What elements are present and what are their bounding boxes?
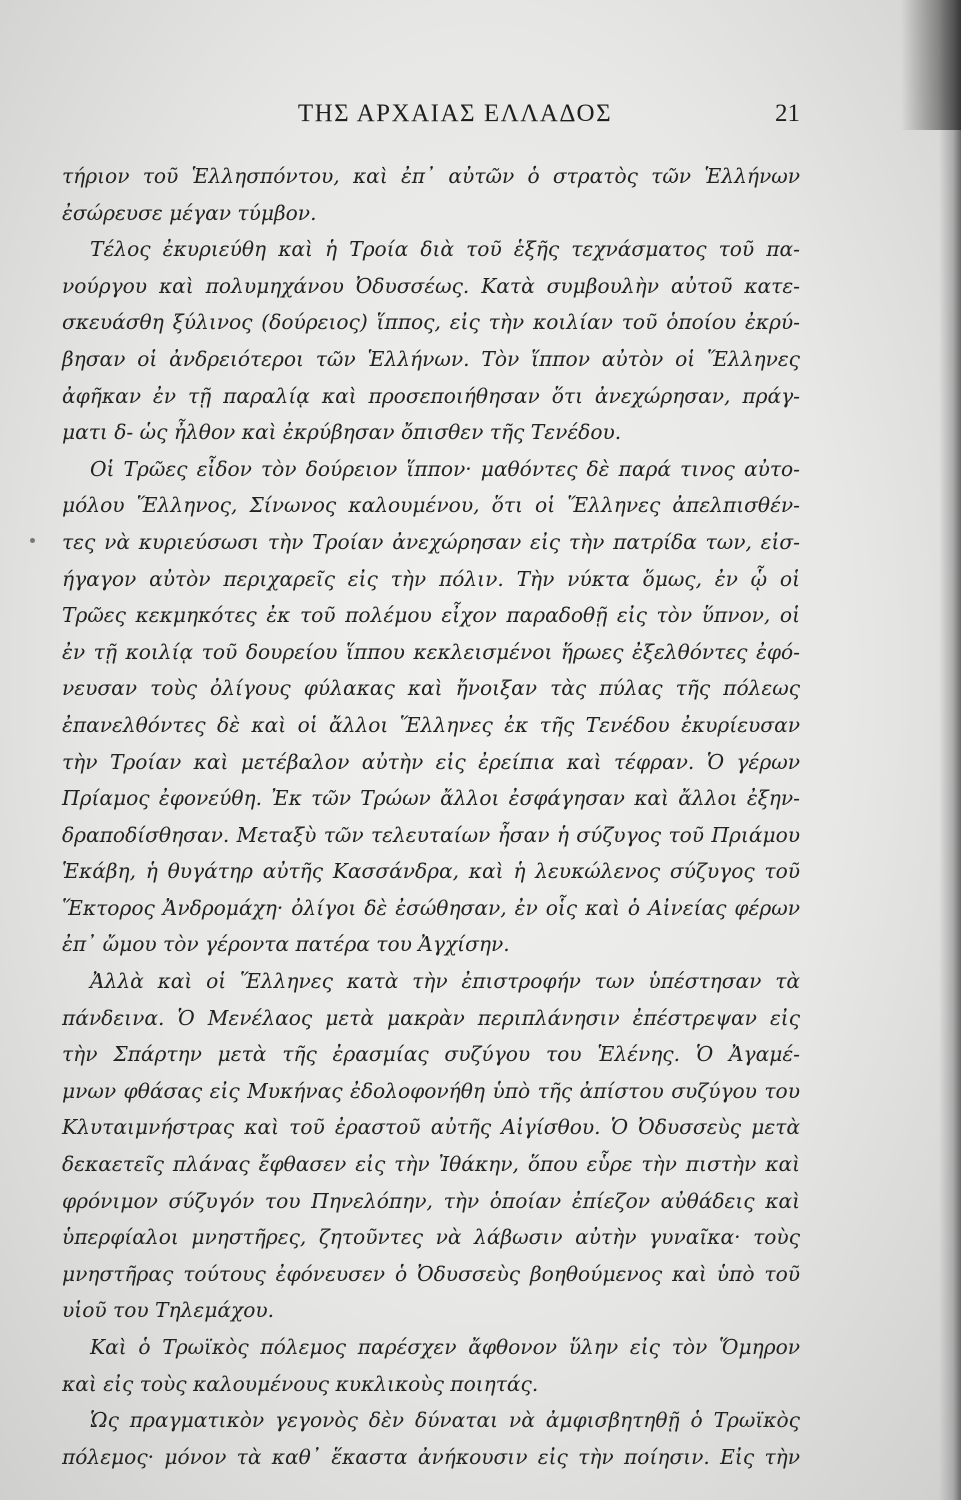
page-header [110,100,800,140]
text-line: τήριον τοῦ Ἑλλησπόντου, καὶ ἐπ᾽ αὐτῶν ὁ στρατὸς τῶν Ἑλλήνων [62,164,800,188]
text-line: Ἀλλὰ καὶ οἱ Ἕλληνες κατὰ τὴν ἐπιστροφήν των ὑπέστησαν τὰ [90,969,800,994]
paragraph [62,1402,800,1475]
text-line: νούργου καὶ πολυμηχάνου Ὀδυσσέως. Κατὰ συμβουλὴν αὐτοῦ κατε- [62,273,800,298]
text-line: ἀφῆκαν ἐν τῇ παραλίᾳ καὶ προσεποιήθησαν ὅτι ἀνεχώρησαν, πράγ- [62,383,800,408]
text-line: δραποδίσθησαν. Μεταξὺ τῶν τελευταίων ἦσαν ἡ σύζυγος τοῦ Πριάμου [62,822,800,847]
text-line: καὶ εἰς τοὺς καλουμένους κυκλικοὺς ποιητάς. [62,1371,539,1396]
text-line: δεκαετεῖς πλάνας ἔφθασεν εἰς τὴν Ἰθάκην, ὅπου εὗρε τὴν πιστὴν καὶ [62,1152,800,1177]
text-line: τὴν Σπάρτην μετὰ τῆς ἐρασμίας συζύγου του Ἑλένης. Ὁ Ἀγαμέ- [62,1042,800,1067]
text-line: βησαν οἱ ἀνδρειότεροι τῶν Ἑλλήνων. Τὸν ἵππον αὐτὸν οἱ Ἕλληνες [62,346,800,371]
text-line: πόλεμος· μόνον τὰ καθ᾽ ἕκαστα ἀνήκουσιν εἰς τὴν ποίησιν. Εἰς τὴν [62,1444,800,1469]
paragraph [62,1329,800,1402]
text-line: Τέλος ἐκυριεύθη καὶ ἡ Τροία διὰ τοῦ ἑξῆς τεχνάσματος τοῦ πα- [90,237,800,262]
text-line: φρόνιμον σύζυγόν του Πηνελόπην, τὴν ὁποίαν ἐπίεζον αὐθάδεις καὶ [62,1188,800,1213]
ink-speck [30,538,35,543]
running-title: ΤΗΣ ΑΡΧΑΙΑΣ ΕΛΛΑΔΟΣ [297,100,613,127]
text-line: Καὶ ὁ Τρωϊκὸς πόλεμος παρέσχεν ἄφθονον ὕλην εἰς τὸν Ὅμηρον [90,1335,800,1359]
text-line: ἐπ᾽ ὤμου τὸν γέροντα πατέρα του Ἀγχίσην. [62,932,510,957]
page-number: 21 [775,100,800,127]
text-line: μνων φθάσας εἰς Μυκήνας ἐδολοφονήθη ὑπὸ τῆς ἀπίστου συζύγου του [62,1078,800,1103]
paragraph [62,158,800,231]
text-line: Κλυταιμνήστρας καὶ τοῦ ἐραστοῦ αὐτῆς Αἰγίσθου. Ὁ Ὀδυσσεὺς μετὰ [62,1115,800,1140]
text-line: Ἕκτορος Ἀνδρομάχη· ὀλίγοι δὲ ἐσώθησαν, ἐν οἷς καὶ ὁ Αἰνείας φέρων [62,895,800,920]
text-line: ήγαγον αὐτὸν περιχαρεῖς εἰς τὴν πόλιν. Τὴν νύκτα ὅμως, ἐν ᾧ οἱ [62,566,800,591]
text-line: ματι δ- ὡς ἦλθον καὶ ἐκρύβησαν ὄπισθεν τῆς Τενέδου. [62,420,622,445]
text-line: ὑπερφίαλοι μνηστῆρες, ζητοῦντες νὰ λάβωσιν αὐτὴν γυναῖκα· τοὺς [62,1225,800,1250]
text-line: νευσαν τοὺς ὀλίγους φύλακας καὶ ἤνοιξαν τὰς πύλας τῆς πόλεως [62,676,800,701]
text-line: σκευάσθη ξύλινος (δούρειος) ἵππος, εἰς τὴν κοιλίαν τοῦ ὁποίου ἐκρύ- [62,310,800,335]
text-line: υἱοῦ του Τηλεμάχου. [62,1298,275,1323]
text-line: ἐσώρευσε μέγαν τύμβον. [62,200,317,225]
text-line: Οἱ Τρῶες εἶδον τὸν δούρειον ἵππον· μαθόντες δὲ παρά τινος αὐτο- [90,456,800,481]
text-line: ἐν τῇ κοιλίᾳ τοῦ δουρείου ἵππου κεκλεισμένοι ἥρωες ἐξελθόντες ἐφό- [62,639,800,664]
text-line: Πρίαμος ἐφονεύθη. Ἐκ τῶν Τρώων ἄλλοι ἐσφάγησαν καὶ ἄλλοι ἐξην- [62,786,800,811]
body-text [62,158,800,1475]
text-line: Τρῶες κεκμηκότες ἐκ τοῦ πολέμου εἶχον παραδοθῇ εἰς τὸν ὕπνον, οἱ [62,603,800,628]
text-line: ἐπανελθόντες δὲ καὶ οἱ ἄλλοι Ἕλληνες ἐκ τῆς Τενέδου ἐκυρίευσαν [62,712,800,737]
paragraph [62,231,800,451]
text-line: μόλου Ἕλληνος, Σίνωνος καλουμένου, ὅτι οἱ Ἕλληνες ἀπελπισθέν- [62,493,800,518]
text-line: τες νὰ κυριεύσωσι τὴν Τροίαν ἀνεχώρησαν εἰς τὴν πατρίδα των, εἰσ- [62,529,800,554]
text-line: μνηστῆρας τούτους ἐφόνευσεν ὁ Ὀδυσσεὺς βοηθούμενος καὶ ὑπὸ τοῦ [62,1261,800,1286]
text-line: Ὡς πραγματικὸν γεγονὸς δὲν δύναται νὰ ἀμφισβητηθῇ ὁ Τρωϊκὸς [90,1408,800,1433]
text-line: τὴν Τροίαν καὶ μετέβαλον αὐτὴν εἰς ἐρείπια καὶ τέφραν. Ὁ γέρων [62,749,800,774]
text-line: πάνδεινα. Ὁ Μενέλαος μετὰ μακρὰν περιπλάνησιν ἐπέστρεψαν εἰς [62,1005,800,1030]
text-line: Ἑκάβη, ἡ θυγάτηρ αὐτῆς Κασσάνδρα, καὶ ἡ λευκώλενος σύζυγος τοῦ [62,859,800,884]
paragraph [62,451,800,963]
paragraph [62,963,800,1329]
